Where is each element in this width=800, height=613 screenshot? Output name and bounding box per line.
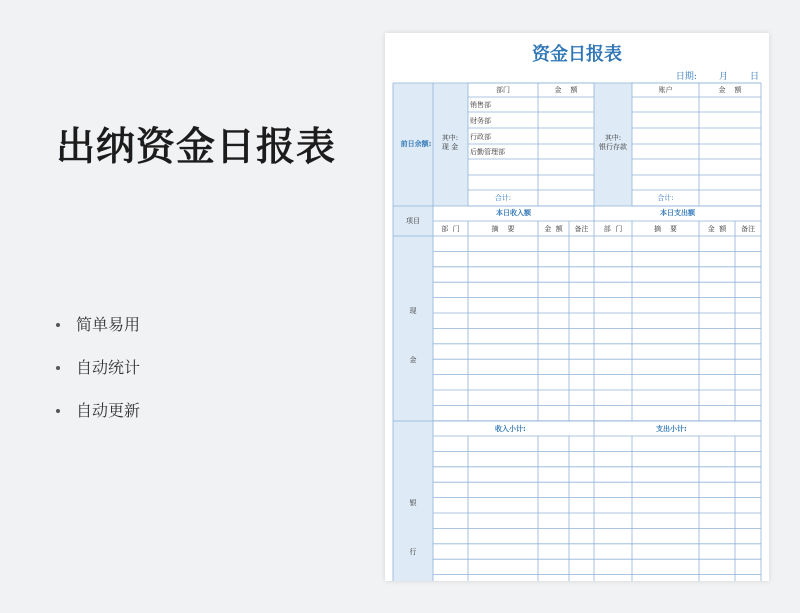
feature-item: 简单易用: [56, 312, 140, 355]
dept-row: 销售部: [470, 101, 491, 109]
feature-item: 自动统计: [56, 355, 140, 398]
prev-balance-label: 前日余额:: [400, 140, 432, 148]
item-label: 项目: [406, 217, 420, 225]
cash-section-label: 现: [409, 307, 417, 315]
cash-subtotal-label: 合计:: [494, 194, 512, 202]
sub-header-amount-exp: 金 额: [707, 225, 727, 233]
sub-header-amount: 金 额: [544, 225, 563, 233]
sub-header-remark-exp: 备注: [741, 225, 755, 233]
dept-row: 行政部: [470, 133, 491, 141]
dept-row: 后勤管理部: [470, 148, 505, 156]
bank-group-label: 其中: 银行存款: [599, 134, 627, 151]
income-title: 本日收入额: [496, 209, 531, 217]
feature-item: 自动更新: [56, 398, 140, 441]
label-cell-fill: [393, 236, 433, 581]
date-day: 日: [749, 72, 759, 82]
sub-header-dept: 部 门: [441, 225, 460, 233]
header-amount-bank: 金 额: [718, 86, 742, 94]
date-label: 日期:: [675, 72, 697, 82]
bank-section-label: 银: [409, 499, 417, 507]
report-title: 资金日报表: [532, 44, 622, 65]
expense-title: 本日支出额: [660, 209, 695, 217]
bank-section-label: 行: [409, 548, 417, 556]
header-dept: 部门: [496, 86, 510, 94]
header-amount: 金 额: [554, 86, 578, 94]
bank-subtotal-label: 合计:: [657, 194, 674, 202]
dept-row: 财务部: [470, 117, 491, 125]
sub-header-summary: 摘 要: [491, 225, 515, 233]
cash-section-label: 金: [409, 356, 417, 364]
cash-group-label: 其中: 现 金: [441, 134, 459, 151]
promo-title: 出纳资金日报表: [56, 125, 337, 170]
header-account: 账户: [658, 86, 673, 94]
sub-header-summary-exp: 摘 要: [654, 225, 677, 233]
sub-header-remark: 备注: [574, 225, 589, 233]
report-sheet-preview: [385, 33, 769, 581]
feature-list: [56, 312, 140, 441]
sub-header-dept-exp: 部 门: [603, 225, 623, 233]
income-subtotal-label: 收入小计:: [495, 425, 526, 433]
report-grid: [385, 33, 769, 581]
date-month: 月: [718, 72, 728, 82]
expense-subtotal-label: 支出小计:: [656, 425, 687, 433]
